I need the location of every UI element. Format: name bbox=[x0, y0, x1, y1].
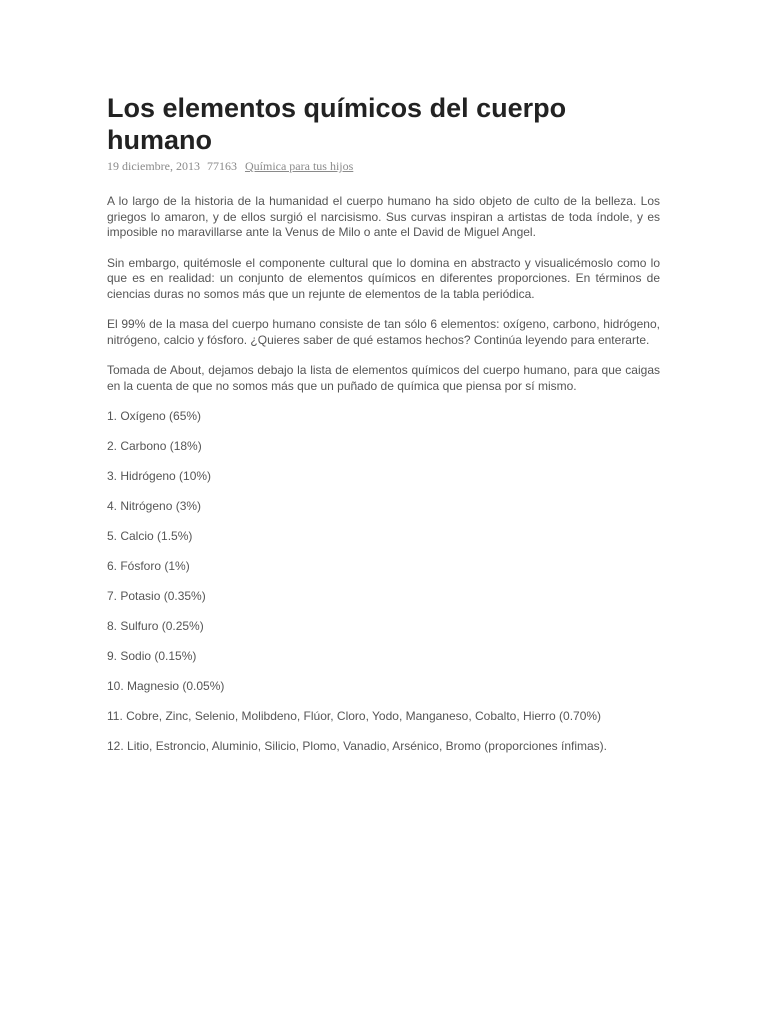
list-item: 12. Litio, Estroncio, Aluminio, Silicio, Plomo, Vanadio, Arsénico, Bromo (proporciones ínfimas). bbox=[107, 739, 608, 753]
paragraph-intro: A lo largo de la historia de la humanidad el cuerpo humano ha sido objeto de culto de la belleza. Los griegos lo amaron, y de ellos surgió el narcisismo. Sus curvas inspiran a artistas de toda índole, y es imposible no maravillarse ante la Venus de Milo o ante el David de Miguel Angel. bbox=[107, 194, 660, 239]
article-views: 77163 bbox=[206, 159, 237, 173]
list-item: 1. Oxígeno (65%) bbox=[107, 409, 202, 423]
list-item: 8. Sulfuro (0.25%) bbox=[107, 619, 204, 633]
list-item: 2. Carbono (18%) bbox=[107, 439, 202, 453]
paragraph-list-intro: Tomada de About, dejamos debajo la lista de elementos químicos del cuerpo humano, para que caigas en la cuenta de que no somos más que un puñado de química que piensa por sí mismo. bbox=[107, 363, 660, 393]
article-meta bbox=[107, 158, 660, 174]
article-content bbox=[107, 194, 660, 755]
paragraph-chemical-view: Sin embargo, quitémosle el componente cultural que lo domina en abstracto y visualicémoslo como lo que es en realidad: un conjunto de elementos químicos en diferentes proporciones. En términos de ciencias duras no somos más que un rejunte de elementos de la tabla periódica. bbox=[107, 255, 660, 301]
list-item: 11. Cobre, Zinc, Selenio, Molibdeno, Flúor, Cloro, Yodo, Manganeso, Cobalto, Hierro (0.70%) bbox=[107, 709, 602, 723]
article-title: Los elementos químicos del cuerpo humano bbox=[107, 93, 567, 155]
list-item: 9. Sodio (0.15%) bbox=[107, 649, 197, 663]
paragraph-six-elements: El 99% de la masa del cuerpo humano consiste de tan sólo 6 elementos: oxígeno, carbono, hidrógeno, nitrógeno, calcio y fósforo. ¿Quieres saber de qué estamos hechos? Continúa leyendo para enterarte. bbox=[107, 317, 660, 347]
list-item: 7. Potasio (0.35%) bbox=[107, 589, 206, 603]
article bbox=[107, 92, 660, 769]
list-item: 10. Magnesio (0.05%) bbox=[107, 679, 225, 693]
list-item: 6. Fósforo (1%) bbox=[107, 559, 190, 573]
list-item: 5. Calcio (1.5%) bbox=[107, 529, 193, 543]
list-item: 3. Hidrógeno (10%) bbox=[107, 469, 212, 483]
element-list bbox=[107, 409, 660, 755]
article-date: 19 diciembre, 2013 bbox=[107, 159, 200, 173]
list-item: 4. Nitrógeno (3%) bbox=[107, 499, 202, 513]
category-link[interactable]: Química para tus hijos bbox=[244, 159, 354, 173]
